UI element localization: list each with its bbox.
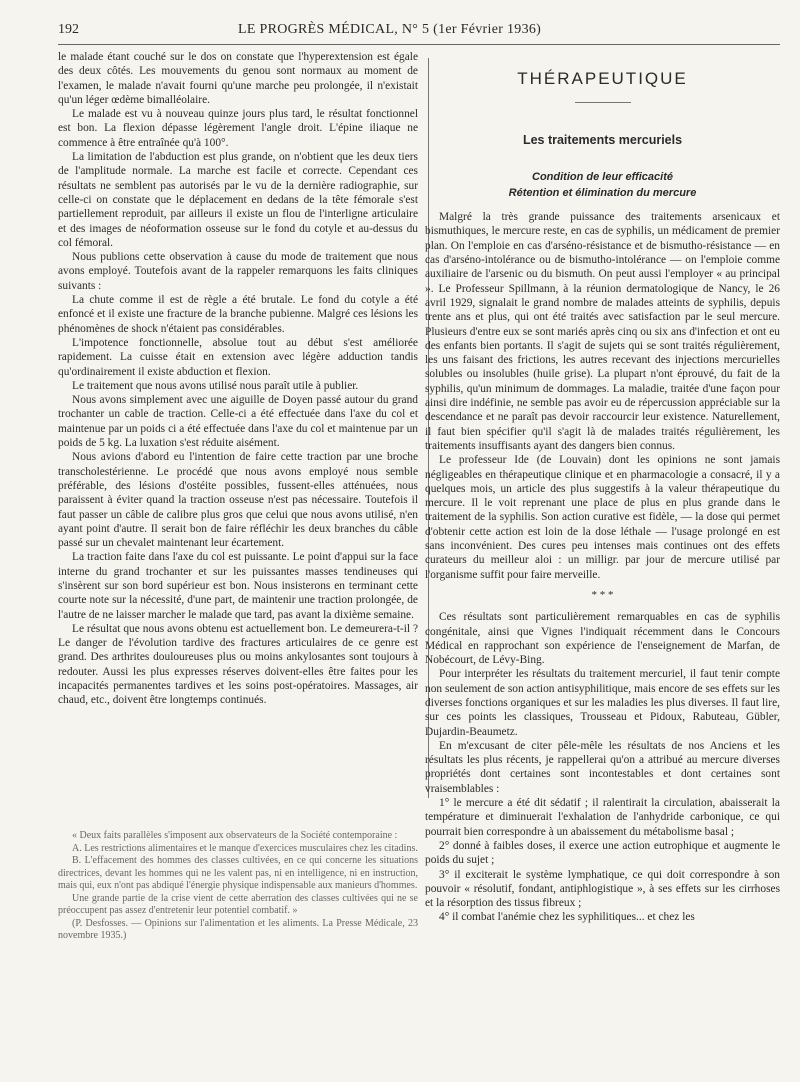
right-paragraph: 3° il exciterait le système lymphatique, ce qui doit correspondre à son pouvoir « résolutif, fondant, antiphlogistique », à ses effets sur les cirrhoses et la résorption des tissus fibreux ; — [425, 868, 780, 910]
right-column — [425, 50, 780, 925]
footnote-paragraph: Une grande partie de la crise vient de cette aberration des classes cultivées qui ne se préoccupent pas assez d'entretenir leur potentiel combatif. » — [58, 892, 418, 916]
footnote-paragraph: « Deux faits parallèles s'imposent aux observateurs de la Société contemporaine : — [72, 830, 398, 841]
article-title: Les traitements mercuriels — [522, 133, 683, 148]
right-paragraph: 2° donné à faibles doses, il exerce une action eutrophique et augmente le poids du sujet ; — [425, 839, 780, 867]
right-paragraph: Ces résultats sont particulièrement remarquables en cas de syphilis congénitale, ainsi que Vignes l'indiquait récemment dans le Concours Médical en rapprochant son expérience de l'enseignement de Marfan, de Nobécourt, de Lévy-Bing. — [425, 611, 780, 667]
section-rule — [575, 102, 631, 103]
left-paragraph: Nous avons simplement avec une aiguille de Doyen passé autour du grand trochanter un cable de traction. Celle-ci a été effectuée dans l'axe du col et maintenue par un poids ci a été effectuée dans l'axe du col et maintenue par un poids de 5 kg. La luxation s'est réduite aisément. — [58, 394, 418, 450]
page-number: 192 — [58, 22, 79, 37]
section-separator: * * * — [591, 588, 614, 601]
right-paragraph: Le professeur Ide (de Louvain) dont les opinions ne sont jamais négligeables en thérapeutique clinique et en pharmacologie a consacré, il y a quelques mois, un article des plus suggestifs à la valeur thérapeutique du mercure. Il le voit reprenant une place de plus en plus grande dans le traitement de la syphilis. Son action curative est fidèle, — la dose qui permet d'obtenir cette action est loin de la dose léthale — l'usage prolongé en est sans inconvénient. Des cures peu intenses mais continues ont des effets curateurs du meilleur aloi : un milligr. par jour de mercure utilisé par l'organisme suffit pour faire merveille. — [425, 454, 780, 581]
right-paragraph: En m'excusant de citer pêle-mêle les résultats de nos Anciens et les résultats les plus récents, je rappellerai qu'on a attribué au mercure diverses propriétés dont certaines sont incontestables et dont certaines sont vraisemblables : — [425, 739, 780, 795]
left-column — [58, 50, 418, 708]
page-header — [58, 22, 758, 42]
left-paragraph: Nous publions cette observation à cause du mode de traitement que nous avons employé. Toutefois avant de la rappeler remarquons les faits cliniques suivants : — [58, 251, 418, 292]
left-paragraph: La limitation de l'abduction est plus grande, on n'obtient que les deux tiers de l'amplitude normale. La marche est facile et correcte. Cependant ces résultats ne semblent pas autorisés par le vu de la dernière radiographie, sur celle-ci on constate que le déplacement en dedans de la tête fémorale s'est partiellement reproduit, par ailleurs il existe un flou de l'interligne articulaire et des images de néoformation osseuse sur le fond du cotyle et au-dessus du col fémoral. — [58, 151, 418, 249]
left-paragraph: La traction faite dans l'axe du col est puissante. Le point d'appui sur la face interne du grand trochanter et sur les puissantes masses tendineuses qui s'insèrent sur son bord supérieur est bon. Nous insisterons en terminant cette courte note sur la nécessité, d'une part, de maintenir une traction prolongée, de l'autre de ne laisser marcher le malade que tard, pas avant la dixième semaine. — [58, 551, 418, 621]
left-paragraph: Le malade est vu à nouveau quinze jours plus tard, le résultat fonctionnel est bon. La flexion dépasse légèrement l'angle droit. L'épine iliaque ne commence à être entraînée qu'à 100°. — [58, 108, 418, 149]
article-subtitle: Rétention et élimination du mercure — [508, 186, 697, 199]
footnote-citation: (P. Desfosses. — Opinions sur l'alimentation et les aliments. La Presse Médicale, 23 novembre 1935.) — [58, 917, 418, 941]
footnote-paragraph: A. Les restrictions alimentaires et le manque d'exercices musculaires chez les citadins. — [72, 842, 418, 854]
right-paragraph: 4° il combat l'anémie chez les syphilitiques... et chez les — [439, 911, 695, 924]
left-paragraph: La chute comme il est de règle a été brutale. Le fond du cotyle a été enfoncé et il existe une fracture de la branche pubienne. Malgré ces lésions les phénomènes de shock n'étaient pas considérables. — [58, 294, 418, 335]
right-paragraph: Pour interpréter les résultats du traitement mercuriel, il faut tenir compte non seulement de son action antisyphilitique, mais encore de ses effets sur les diverses fonctions organiques et sur les maladies les plus diverses. Il faut lire, sur ces points les classiques, Trousseau et Pidoux, Rabuteau, Gübler, Dujardin-Beaumetz. — [425, 668, 780, 738]
left-paragraph: Le traitement que nous avons utilisé nous paraît utile à publier. — [72, 379, 359, 392]
footnote-quote — [58, 830, 418, 943]
article-subtitle: Condition de leur efficacité — [532, 170, 673, 183]
left-paragraph: Le résultat que nous avons obtenu est actuellement bon. Le demeurera-t-il ? Le danger de l'évolution tardive des fractures articulaires de ce genre est grand. Des arthrites douloureuses plus ou moins ankylosantes sont toujours à redouter. Aussi les plus expresses réserves doivent-elles être faites pour les incapacités permanentes tardives et les soins post-opératoires. Massages, air chaud, etc., doivent être longtemps continués. — [58, 622, 418, 707]
right-paragraph: Malgré la très grande puissance des traitements arsenicaux et bismuthiques, le mercure reste, en cas de syphilis, un médicament de premier plan. On l'emploie en cas d'arséno-résistance et de bismutho-résistance — en cas d'arséno-intolérance ou de bismutho-intolérance — on l'emploie comme auxiliaire de l'arsenic ou du bismuth. On peut aussi l'employer « au principal ». Le Professeur Spillmann, à la réunion dermatologique de Nancy, le 26 avril 1929, signalait le grand nombre de malades atteints de syphilis, depuis trente ans et plus, qui ont été traités avec satisfaction par le seul mercure. Plusieurs d'entre eux se sont mariés après cinq ou six ans d'infection et ont eu des enfants bien portants. Il s'agit de sujets qui se sont traités régulièrement, les uns faisant des frictions, les autres recevant des injections mercurielles solubles ou insolubles (huile grise). La plupart n'ont éprouvé, du fait de la syphilis, qu'un minimum de dommages. La maladie, traitée d'une façon pour ainsi dire indéfinie, ne semble pas avoir eu de répercussion appréciable sur la descendance et ne paraît pas devoir raccourcir leur existence. Naturellement, il faut bien spécifier qu'il s'agit là de malades traités régulièrement, les traitements insuffisants ayant des dangers bien connus. — [425, 211, 780, 452]
header-rule — [58, 44, 780, 45]
running-title: LE PROGRÈS MÉDICAL, N° 5 (1er Février 1936) — [238, 22, 542, 37]
left-paragraph: L'impotence fonctionnelle, absolue tout au début s'est améliorée rapidement. La cuisse était en extension avec légère adduction tandis qu'ordinairement il existe abduction et flexion. — [58, 336, 418, 378]
left-paragraph: le malade étant couché sur le dos on constate que l'hyperextension est égale des deux côtés. Les mouvements du genou sont normaux au moment de l'examen, le malade n'avait fourni qu'une marche peu prolongée, il n'existait qu'un léger œdème bimalléolaire. — [58, 51, 418, 106]
footnote-paragraph: B. L'effacement des hommes des classes cultivées, en ce qui concerne les situations directrices, devant les hommes qui ne les valent pas, ni en intelligence, ni en instruction, mais qui, eux n'ont pas abdiqué l'énergie physique indispensable aux manieurs d'hommes. — [58, 855, 418, 891]
left-paragraph: Nous avions d'abord eu l'intention de faire cette traction par une broche transcholestérienne. Le procédé que nous avons employé nous semble préférable, des lésions d'ostéite possibles, fussent-elles atténuées, nous paraissent à éviter quand la traction osseuse n'est pas nécessaire. Toutefois il faut passer un câble de calibre plus gros que celui que nous avons utilisé, n'en ayant point d'autre. Il serait bon de faire réfléchir les deux branches du câble passé sur un chevalet maintenant leur écartement. — [58, 451, 418, 550]
section-title: THÉRAPEUTIQUE — [517, 69, 688, 88]
right-paragraph: 1° le mercure a été dit sédatif ; il ralentirait la circulation, abaisserait la température et diminuerait l'exhalation de l'anhydride carbonique, ce qui pourrait bien correspondre à un abaissement du métabolisme basal ; — [425, 797, 780, 838]
